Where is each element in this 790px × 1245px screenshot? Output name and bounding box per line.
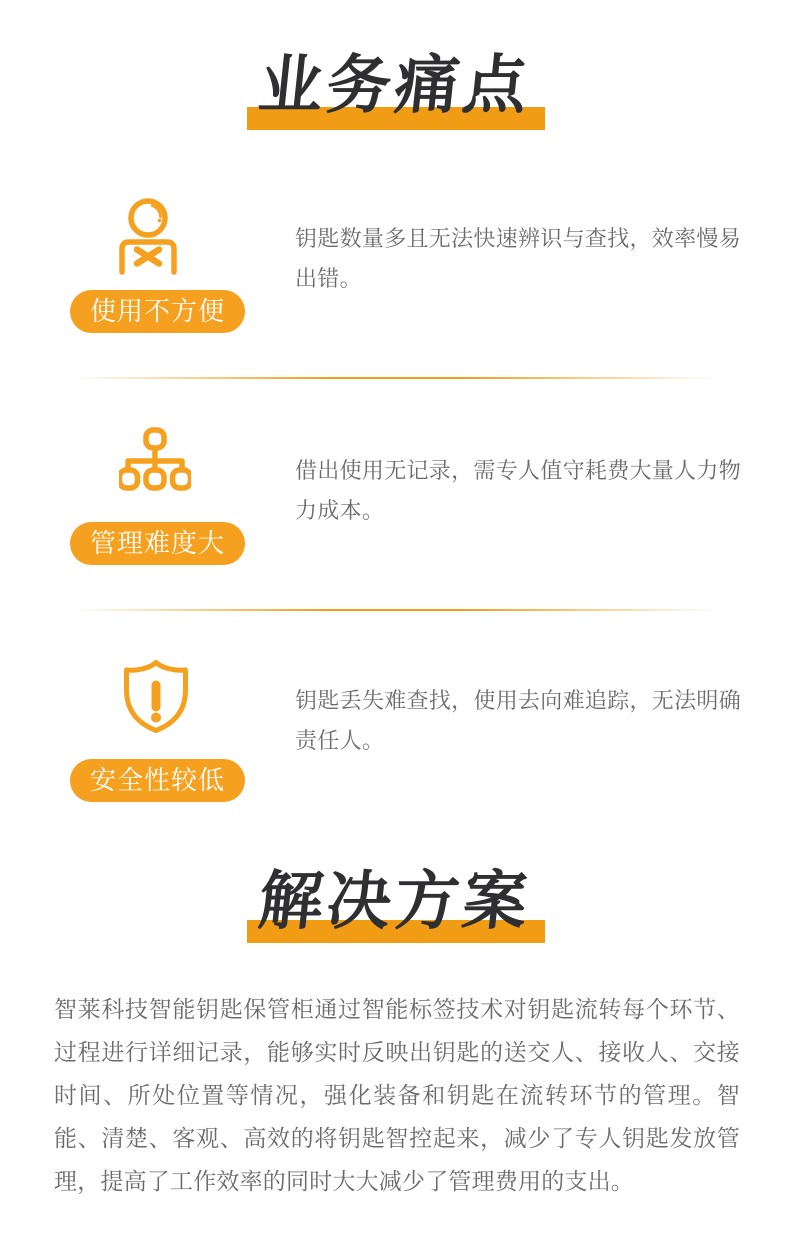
solution-paragraph: 智莱科技智能钥匙保管柜通过智能标签技术对钥匙流转每个环节、过程进行详细记录，能够实时反映出钥匙的送交人、接收人、交接时间、所处位置等情况，强化装备和钥匙在流转环节的管理。智能、清楚、客观、高效的将钥匙智控起来，减少了专人钥匙发放管理，提高了工作效率的同时大大减少了管理费用的支出。	[54, 996, 740, 1194]
shield-alert-icon	[122, 659, 190, 733]
pain-point-text-2: 借出使用无记录，需专人值守耗费大量人力物力成本。	[295, 458, 742, 523]
pain-points-title: 业务痛点	[255, 49, 535, 121]
user-x-icon	[116, 194, 180, 286]
pain-point-label-3: 安全性较低	[70, 759, 245, 802]
pain-point-label-2: 管理难度大	[70, 522, 245, 565]
pain-point-text-3: 钥匙丢失难查找，使用去向难追踪，无法明确责任人。	[295, 688, 742, 753]
divider	[75, 609, 715, 611]
solution-title-block	[0, 856, 790, 948]
pain-point-label-1: 使用不方便	[70, 290, 245, 333]
hierarchy-icon	[119, 427, 191, 491]
pain-point-text-1: 钥匙数量多且无法快速辨识与查找，效率慢易出错。	[295, 226, 742, 291]
divider	[75, 377, 715, 379]
solution-title: 解决方案	[255, 865, 535, 937]
pain-points-title-block	[0, 40, 790, 132]
